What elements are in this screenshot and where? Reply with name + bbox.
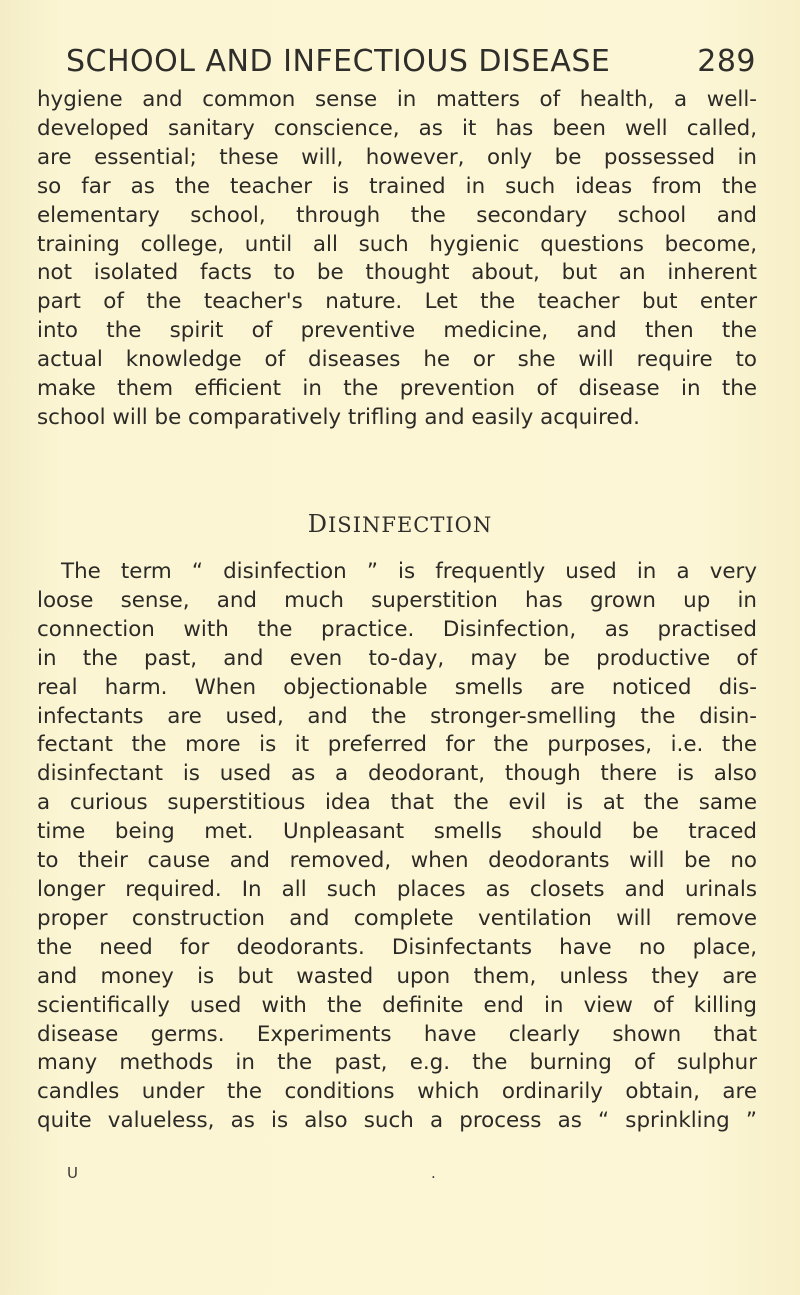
text-line: make them efficient in the prevention of disease in the [37, 376, 757, 402]
section-heading-initial: D [307, 510, 329, 538]
text-line: are essential; these will, however, only be possessed in [37, 144, 757, 170]
text-line: to their cause and removed, when deodorants will be no [37, 848, 757, 874]
text-line: many methods in the past, e.g. the burning of sulphur [37, 1050, 757, 1076]
text-line: developed sanitary conscience, as it has been well called, [37, 115, 757, 141]
text-line: school will be comparatively trifling and easily acquired. [37, 404, 640, 430]
text-line: a curious superstitious idea that the evil is at the same [37, 790, 757, 816]
footer-dot: . [431, 1164, 436, 1182]
text-line: part of the teacher's nature. Let the teacher but enter [37, 289, 757, 315]
text-line: The term “ disinfection ” is frequently used in a very [61, 559, 757, 584]
text-line: connection with the practice. Disinfection, as practised [37, 616, 757, 642]
text-line: disinfectant is used as a deodorant, though there is also [37, 761, 757, 787]
running-head-title: SCHOOL AND INFECTIOUS DISEASE [66, 44, 611, 79]
page-number: 289 [697, 44, 756, 79]
text-line: into the spirit of preventive medicine, and then the [37, 318, 757, 344]
text-line: and money is but wasted upon them, unless they are [37, 963, 757, 989]
text-line: longer required. In all such places as closets and urinals [37, 876, 757, 902]
running-head [66, 44, 756, 88]
text-line: fectant the more is it preferred for the purposes, i.e. the [37, 732, 757, 758]
text-line: so far as the teacher is trained in such ideas from the [37, 173, 757, 199]
text-line: time being met. Unpleasant smells should be traced [37, 819, 757, 845]
text-line: not isolated facts to be thought about, but an inherent [37, 260, 757, 286]
text-line: training college, until all such hygienic questions become, [37, 231, 757, 257]
text-line: scientifically used with the definite end in view of killing [37, 992, 757, 1018]
text-line: in the past, and even to-day, may be productive of [37, 645, 757, 671]
text-line: hygiene and common sense in matters of health, a well- [37, 87, 757, 112]
section-heading-rest: ISINFECTION [328, 513, 493, 537]
text-line: real harm. When objectionable smells are noticed dis- [37, 674, 757, 700]
text-line: proper construction and complete ventilation will remove [37, 905, 757, 931]
text-line: infectants are used, and the stronger-smelling the disin- [37, 703, 757, 729]
paragraph-disinfection [37, 558, 757, 1136]
section-heading [0, 510, 800, 538]
text-line: candles under the conditions which ordinarily obtain, are [37, 1079, 757, 1105]
text-line: quite valueless, as is also such a process as “ sprinkling ” [37, 1108, 757, 1134]
signature-mark: U [67, 1164, 78, 1182]
text-line: the need for deodorants. Disinfectants have no place, [37, 934, 757, 960]
paragraph-hygiene [37, 86, 757, 433]
text-line: loose sense, and much superstition has grown up in [37, 587, 757, 613]
text-line: elementary school, through the secondary school and [37, 202, 757, 228]
text-line: actual knowledge of diseases he or she will require to [37, 347, 757, 373]
text-line: disease germs. Experiments have clearly shown that [37, 1021, 757, 1047]
